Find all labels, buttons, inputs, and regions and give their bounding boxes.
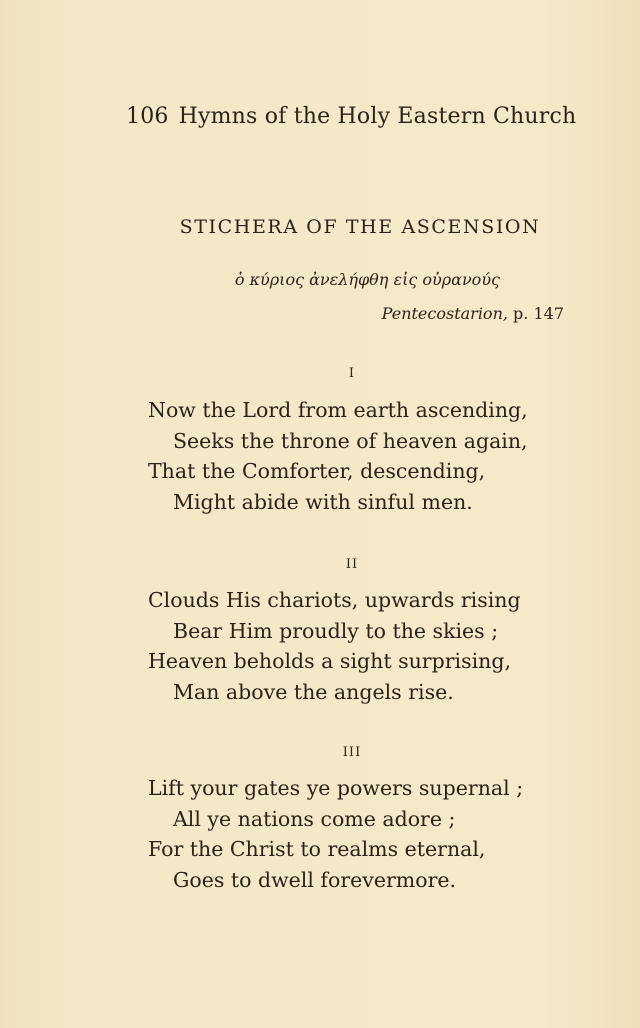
verse-line: Lift your gates ye powers supernal ; [148, 776, 524, 800]
stanza-numeral: III [342, 745, 362, 760]
source-citation [250, 304, 564, 323]
verse-line: Heaven beholds a sight surprising, [148, 649, 511, 674]
source-title: Pentecostarion, [381, 304, 508, 323]
page-number: 106 [126, 104, 169, 129]
verse-line: Clouds His chariots, upwards rising [148, 588, 521, 612]
stanza-numeral: II [345, 557, 359, 572]
verse-line: Seeks the throne of heaven again, [173, 428, 528, 453]
hymn-title: STICHERA OF THE ASCENSION [179, 216, 541, 238]
book-title: Hymns of the Holy Eastern Church [178, 104, 577, 129]
verse-line: That the Comforter, descending, [148, 459, 486, 484]
verse-line: Goes to dwell forevermore. [173, 868, 457, 893]
stanza-numeral: I [348, 366, 356, 381]
verse-line: Bear Him proudly to the skies ; [173, 618, 499, 643]
stanza [148, 585, 568, 708]
verse-line: Now the Lord from earth ascending, [148, 398, 528, 422]
running-head [126, 104, 577, 129]
verse-line: Man above the angels rise. [173, 680, 454, 705]
stanza [148, 773, 568, 896]
greek-incipit: ὁ κύριος ἀνελήφθη εἰς οὐρανούς [234, 270, 500, 289]
stanza [148, 395, 568, 518]
verse-line: All ye nations come adore ; [173, 806, 456, 831]
verse-line: For the Christ to realms eternal, [148, 837, 486, 862]
source-page: p. 147 [507, 304, 564, 323]
verse-line: Might abide with sinful men. [173, 490, 473, 515]
